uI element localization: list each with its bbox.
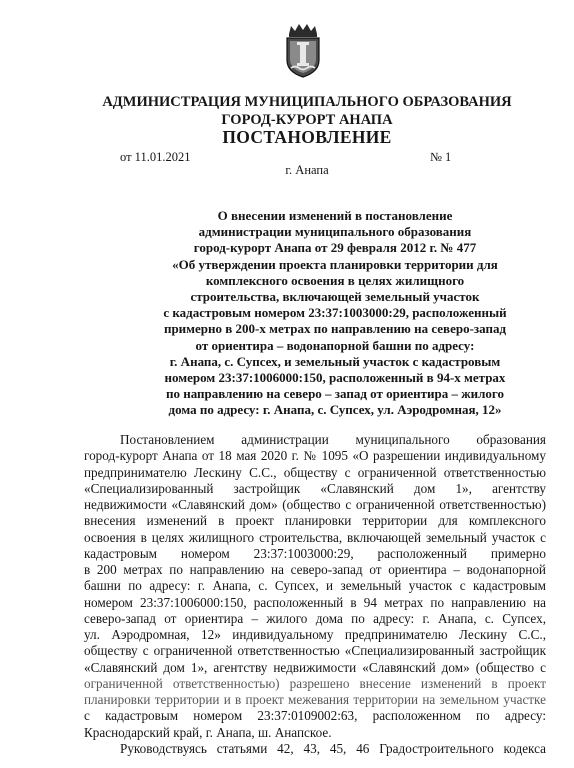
body-line: обществу с ограниченной ответственностью «Специализированный застройщик: [84, 643, 546, 659]
title-line: строительства, включающей земельный участок: [190, 288, 480, 304]
org-name-line2: ГОРОД-КУРОРТ АНАПА: [221, 112, 393, 128]
body-line: кадастровым номером 23:37:1003000:29, расположенный примерно: [84, 545, 546, 561]
body-line: недвижимости «Славянский дом» (общество с ограниченной ответственностью): [84, 497, 546, 512]
body-line: город-курорт Анапа от 18 мая 2020 г. № 1095 «О разрешении индивидуальному: [84, 448, 546, 464]
title-line: с кадастровым номером 23:37:1003000:29, расположенный: [163, 305, 507, 321]
title-line: по направлению на северо – запад от ориентира – жилого: [165, 386, 505, 402]
org-name-line1: АДМИНИСТРАЦИЯ МУНИЦИПАЛЬНОГО ОБРАЗОВАНИЯ: [102, 94, 512, 110]
title-line: дома по адресу: г. Анапа, с. Супсех, ул. Аэродромная, 12»: [168, 402, 502, 418]
body-line: номером 23:37:1006000:150, расположенный в 94 метрах по направлению на: [84, 594, 546, 610]
body-line: башни по адресу: г. Анапа, с. Супсех, и земельный участок с кадастровым: [84, 578, 546, 594]
body-line: северо-запад от ориентира – жилого дома по адресу: г. Анапа, с. Супсех,: [84, 610, 546, 626]
title-line: примерно в 200-х метрах по направлению на северо-запад: [163, 321, 507, 337]
title-line: «Об утверждении проекта планировки территории для: [172, 256, 498, 272]
body-line: внесения изменений в проект планировки территории для комплексного: [84, 513, 546, 529]
body-line: Постановлением администрации муниципального образования: [120, 432, 546, 447]
body-line: в 200 метрах по направлению на северо-запад от ориентира – водонапорной: [84, 562, 546, 577]
body-line: ограниченной ответственностью) разрешено внесение изменений в проект: [84, 675, 546, 691]
title-line: О внесении изменений в постановление: [217, 208, 453, 223]
body-line: предпринимателю Лескину С.С., обществу с ограниченной ответственностью: [84, 464, 546, 480]
title-line: администрации муниципального образования: [198, 224, 472, 240]
title-line: комплексного освоения в целях жилищного: [205, 272, 465, 288]
document-body: [84, 432, 546, 757]
body-line: ул. Аэродромная, 12» индивидуальному предпринимателю Лескину С.С.,: [84, 627, 546, 642]
title-line: город-курорт Анапа от 29 февраля 2012 г. № 477: [193, 240, 477, 256]
coat-of-arms-icon: [283, 22, 323, 78]
document-city: г. Анапа: [285, 163, 329, 177]
document-date: от 11.01.2021: [120, 150, 191, 164]
document-type: ПОСТАНОВЛЕНИЕ: [222, 127, 392, 147]
body-line: «Славянский дом 1», агентству недвижимости «Славянский дом» (общество с: [84, 659, 546, 675]
body-line: «Специализированный застройщик «Славянский дом 1», агентству: [84, 480, 546, 496]
document-number: № 1: [430, 150, 452, 164]
body-line: Краснодарский край, г. Анапа, ш. Анапское.: [84, 724, 332, 740]
body-line: освоения в целях жилищного строительства, включающей земельный участок с: [84, 529, 546, 545]
title-line: от ориентира – водонапорной башни по адресу:: [195, 337, 475, 353]
body-line: Руководствуясь статьями 42, 43, 45, 46 Градостроительного кодекса: [120, 740, 546, 756]
body-line: с кадастровым номером 23:37:0109002:63, расположенном по адресу:: [84, 708, 546, 724]
title-line: номером 23:37:1006000:150, расположенный в 94-х метрах: [164, 369, 506, 385]
title-line: г. Анапа, с. Супсех, и земельный участок с кадастровым: [169, 353, 501, 369]
body-line: планировки территории и в проект межевания территории на земельном участке: [84, 692, 546, 707]
document-title: [120, 208, 550, 418]
